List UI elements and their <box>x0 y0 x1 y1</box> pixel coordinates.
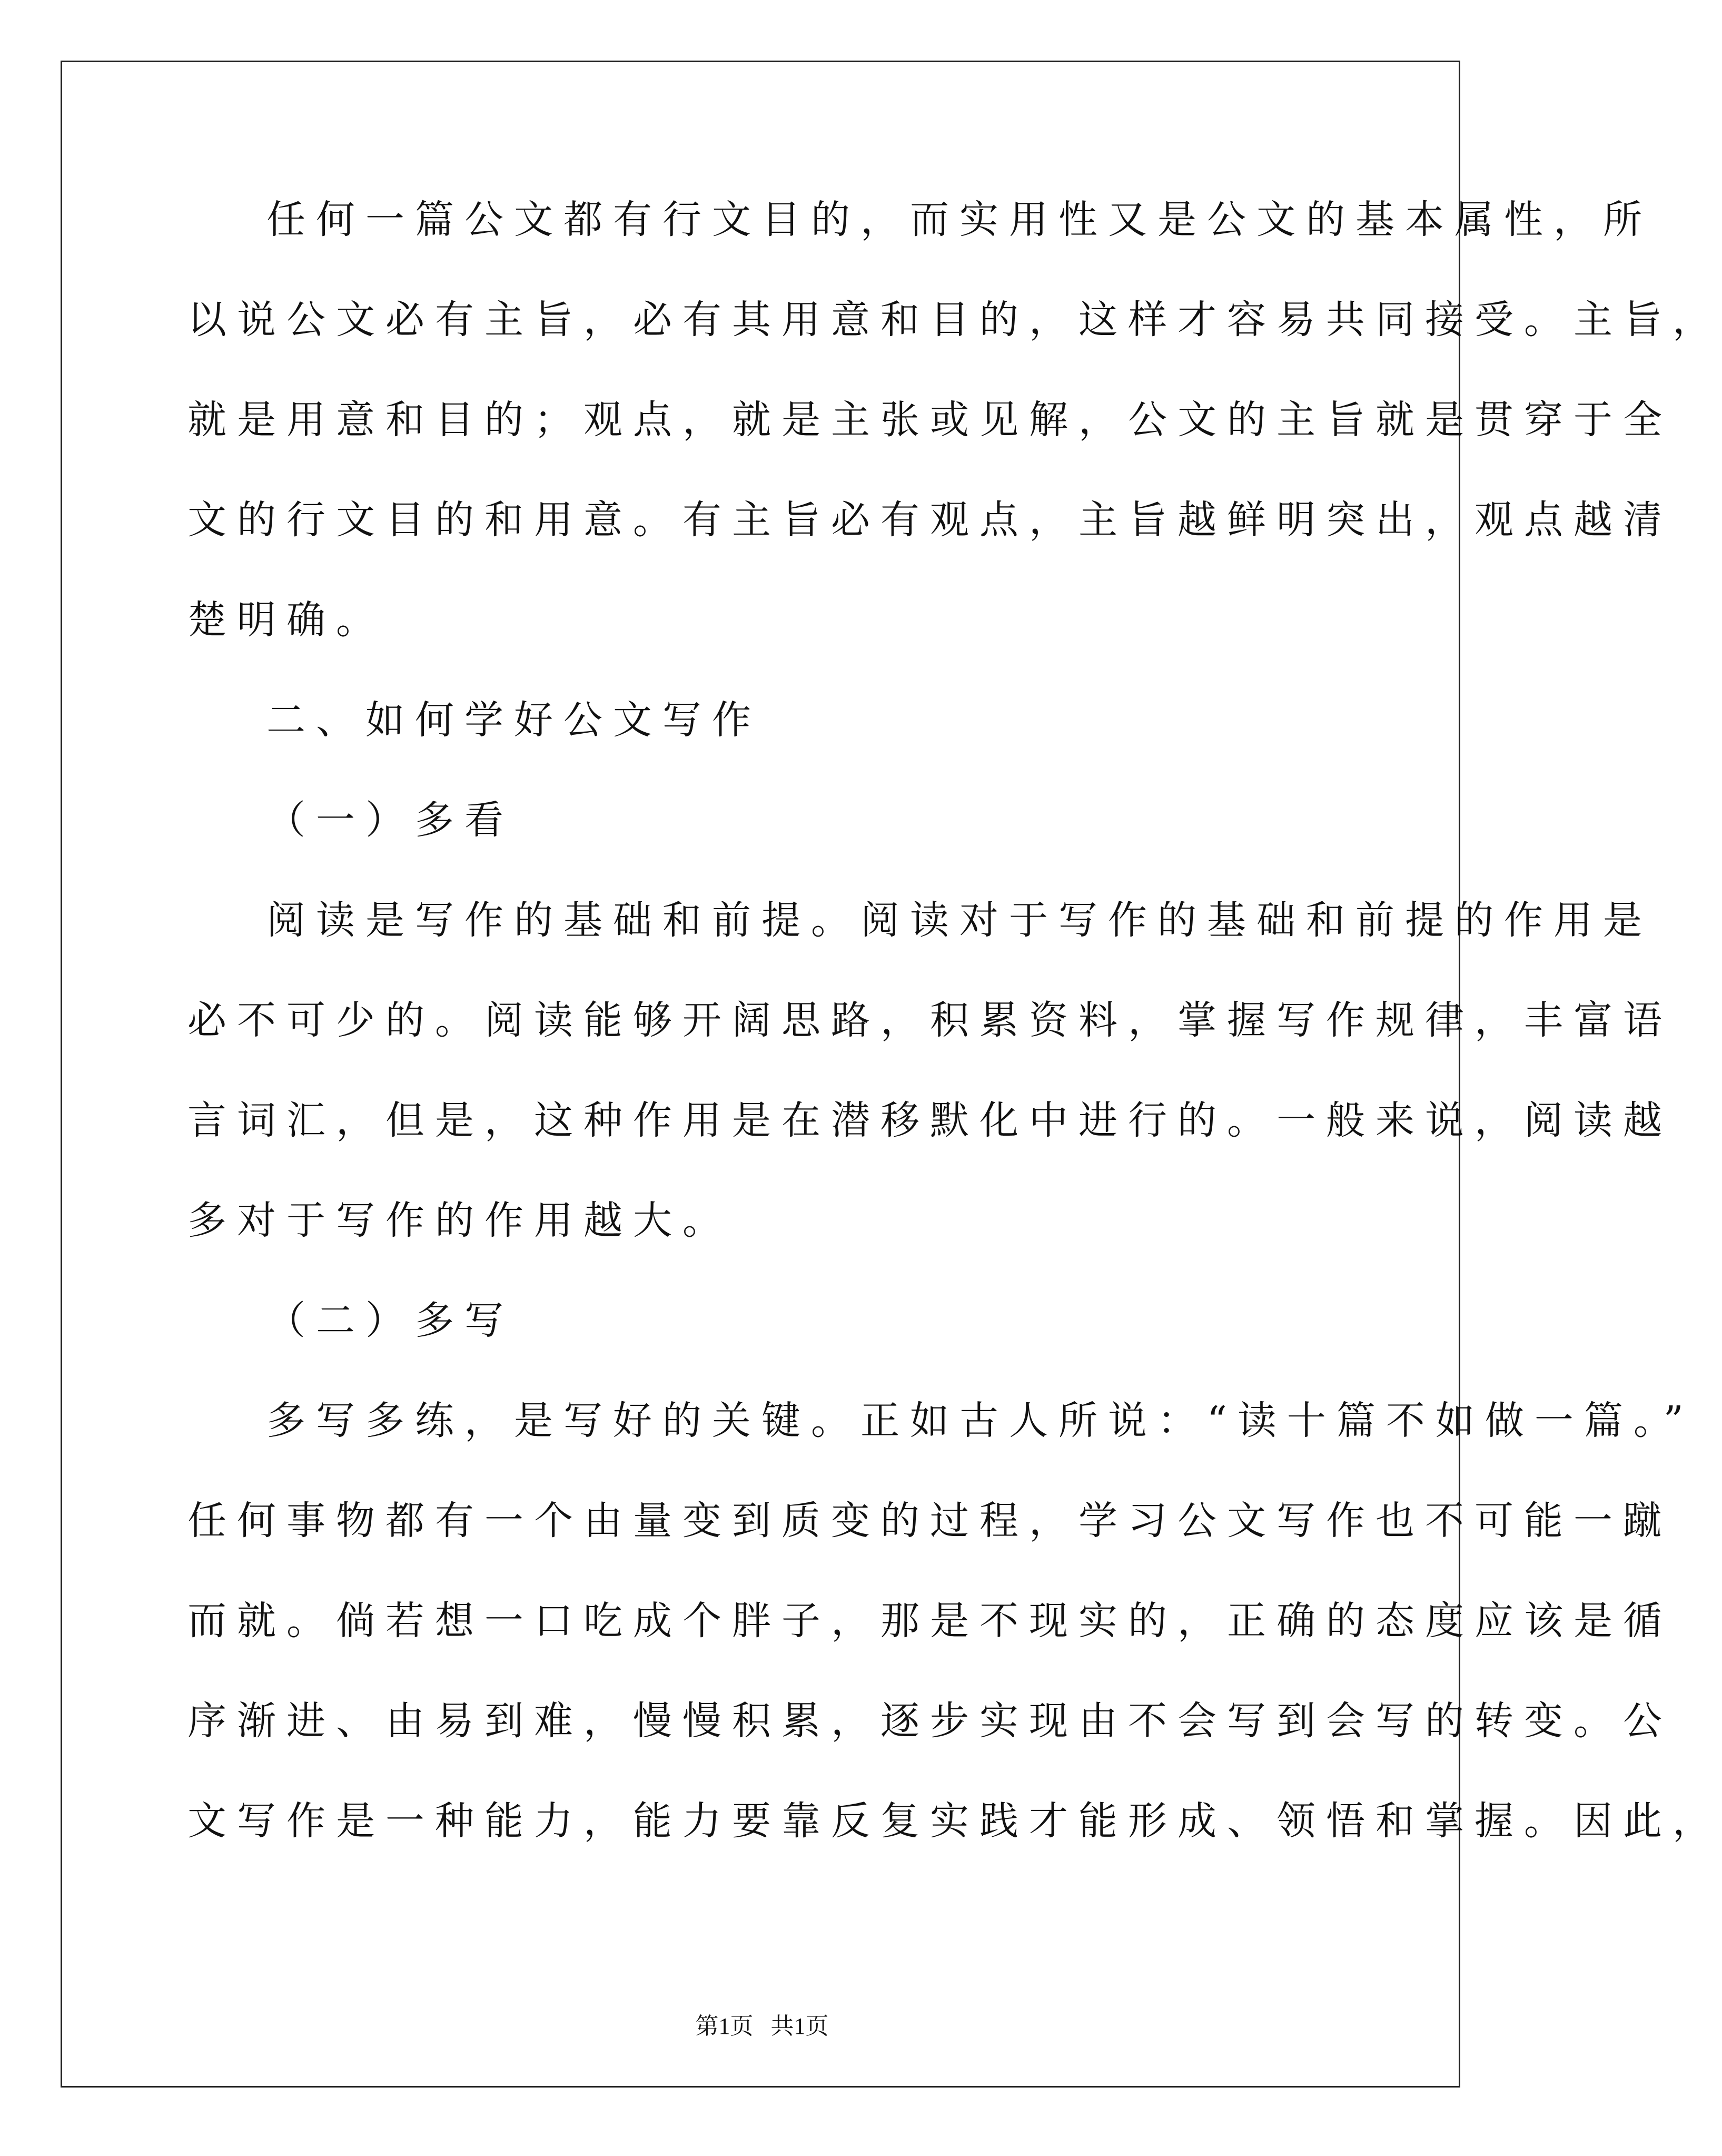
section-heading: 二、如何学好公文写作 <box>266 697 761 743</box>
text-line: 就是用意和目的；观点，就是主张或见解，公文的主旨就是贯穿于全 <box>187 397 1672 442</box>
text-line: 文的行文目的和用意。有主旨必有观点，主旨越鲜明突出，观点越清 <box>187 497 1672 543</box>
page-footer: 第1页 共1页 <box>695 2013 829 2039</box>
text-line: 阅读是写作的基础和前提。阅读对于写作的基础和前提的作用是 <box>266 898 1652 943</box>
text-line: 楚明确。 <box>187 597 385 643</box>
text-line: 言词汇，但是，这种作用是在潜移默化中进行的。一般来说，阅读越 <box>187 1098 1672 1143</box>
text-line: 而就。倘若想一口吃成个胖子，那是不现实的，正确的态度应该是循 <box>187 1598 1672 1643</box>
text-line: 多写多练，是写好的关键。正如古人所说：“读十篇不如做一篇。” <box>266 1398 1694 1443</box>
text-line: 多对于写作的作用越大。 <box>187 1198 732 1243</box>
subsection-heading: （二）多写 <box>266 1298 514 1343</box>
text-line: 必不可少的。阅读能够开阔思路，积累资料，掌握写作规律，丰富语 <box>187 998 1672 1043</box>
text-line: 序渐进、由易到难，慢慢积累，逐步实现由不会写到会写的转变。公 <box>187 1698 1672 1744</box>
subsection-heading: （一）多看 <box>266 798 514 843</box>
document-body <box>187 197 1722 1902</box>
text-line: 任何事物都有一个由量变到质变的过程，学习公文写作也不可能一蹴 <box>187 1498 1672 1543</box>
text-line: 文写作是一种能力，能力要靠反复实践才能形成、领悟和掌握。因此， <box>187 1798 1722 1844</box>
text-line: 任何一篇公文都有行文目的，而实用性又是公文的基本属性，所 <box>266 197 1652 242</box>
text-line: 以说公文必有主旨，必有其用意和目的，这样才容易共同接受。主旨， <box>187 297 1722 342</box>
